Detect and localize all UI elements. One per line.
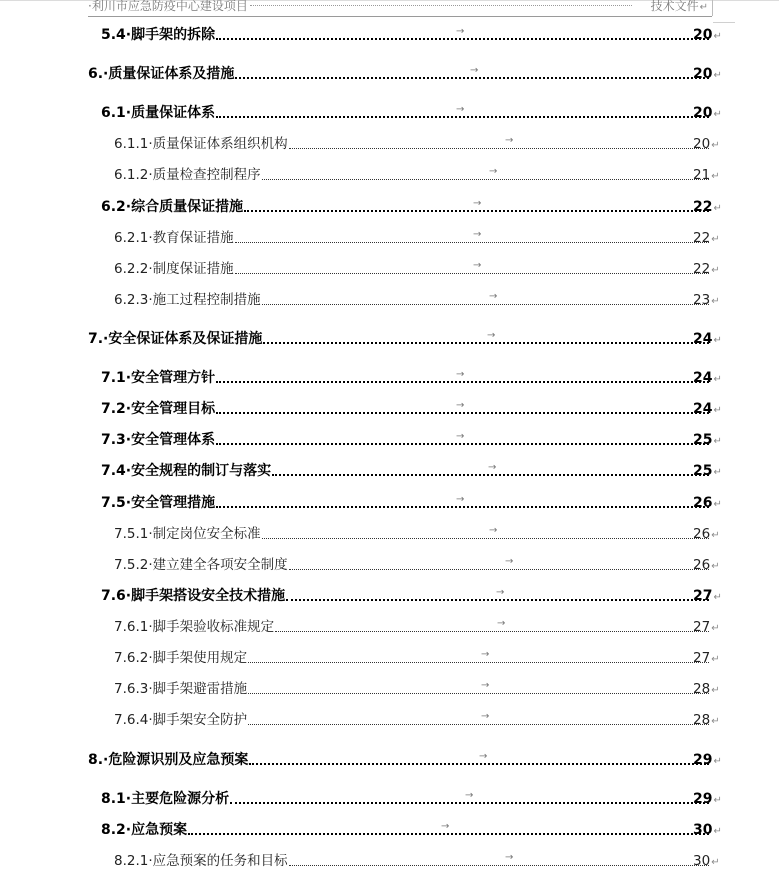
dot-leader xyxy=(188,833,709,835)
dot-leader xyxy=(248,662,709,663)
toc-entry-page: 20↵ xyxy=(693,136,720,152)
paragraph-mark-icon: ↵ xyxy=(711,265,720,276)
dot-leader xyxy=(216,116,709,118)
toc-entry-page: 27↵ xyxy=(693,588,722,604)
paragraph-mark-icon: ↵ xyxy=(713,467,722,478)
tab-arrow-icon: → xyxy=(456,400,465,411)
toc-entry-page: 29↵ xyxy=(693,752,722,768)
paragraph-mark-icon: ↵ xyxy=(711,623,720,634)
toc-entry-page: 22↵ xyxy=(693,199,722,215)
toc-entry-title: 6.1.2·质量检查控制程序 xyxy=(114,167,261,183)
toc-entry[interactable] xyxy=(0,258,779,280)
toc-entry-page: 27↵ xyxy=(693,619,720,635)
toc-entry-title: 8.2.1·应急预案的任务和目标 xyxy=(114,853,288,869)
toc-entry-title: 6.2.1·教育保证措施 xyxy=(114,230,234,246)
toc-entry[interactable] xyxy=(0,289,779,311)
paragraph-mark-icon: ↵ xyxy=(713,203,722,214)
paragraph-mark-icon: ↵ xyxy=(713,374,722,385)
tab-arrow-icon: → xyxy=(479,751,488,762)
toc-entry-title: 8.2·应急预案 xyxy=(101,822,188,838)
paragraph-mark-icon: ↵ xyxy=(713,826,722,837)
dot-leader xyxy=(216,443,709,445)
toc-entry-title: 8.1·主要危险源分析 xyxy=(101,791,230,807)
dot-leader xyxy=(263,342,709,344)
toc-entry-page: 30↵ xyxy=(693,822,722,838)
tab-arrow-icon: → xyxy=(481,649,490,660)
toc-entry[interactable] xyxy=(0,616,779,638)
header-project-name: ·利川市应急防疫中心建设项目 xyxy=(88,0,248,13)
toc-entry-page: 25↵ xyxy=(693,463,722,479)
header-doc-type: 技术文件↵ xyxy=(650,0,708,13)
toc-entry[interactable] xyxy=(0,24,779,46)
toc-entry-title: 7.4·安全规程的制订与落实 xyxy=(101,463,272,479)
toc-entry-title: 7.5.2·建立建全各项安全制度 xyxy=(114,557,288,573)
toc-entry-title: 8.·危险源识别及应急预案 xyxy=(88,752,249,768)
tab-arrow-icon: → xyxy=(465,790,474,801)
tab-arrow-icon: → xyxy=(487,330,496,341)
tab-arrow-icon: → xyxy=(441,821,450,832)
toc-entry-page: 22↵ xyxy=(693,261,720,277)
dot-leader xyxy=(248,693,709,694)
paragraph-mark-icon: ↵ xyxy=(713,592,722,603)
toc-entry-title: 6.2·综合质量保证措施 xyxy=(101,199,244,215)
toc-entry-title: 6.·质量保证体系及措施 xyxy=(88,66,235,82)
toc-entry-page: 20↵ xyxy=(693,66,722,82)
tab-arrow-icon: → xyxy=(489,291,498,302)
toc-entry-title: 7.·安全保证体系及保证措施 xyxy=(88,331,263,347)
toc-entry[interactable] xyxy=(0,227,779,249)
toc-entry[interactable] xyxy=(0,196,779,218)
dot-leader xyxy=(216,381,709,383)
paragraph-mark-icon: ↵ xyxy=(713,436,722,447)
tab-arrow-icon: → xyxy=(470,65,479,76)
toc-entry-title: 7.6.2·脚手架使用规定 xyxy=(114,650,248,666)
dot-leader xyxy=(235,77,709,79)
toc-entry[interactable] xyxy=(0,647,779,669)
toc-entry[interactable] xyxy=(0,523,779,545)
paragraph-mark-icon: ↵ xyxy=(711,530,720,541)
dot-leader xyxy=(286,599,709,601)
tab-arrow-icon: → xyxy=(496,587,505,598)
toc-entry-title: 7.1·安全管理方针 xyxy=(101,370,216,386)
toc-entry-page: 26↵ xyxy=(693,495,722,511)
toc-entry-page: 26↵ xyxy=(693,526,720,542)
toc-entry-title: 7.6·脚手架搭设安全技术措施 xyxy=(101,588,286,604)
toc-entry[interactable] xyxy=(0,749,779,771)
dot-leader xyxy=(289,569,709,570)
paragraph-mark-icon: ↵ xyxy=(711,561,720,572)
tab-arrow-icon: → xyxy=(473,260,482,271)
paragraph-mark-icon: ↵ xyxy=(713,756,722,767)
toc-entry-page: 20↵ xyxy=(693,27,722,43)
toc-entry[interactable] xyxy=(0,678,779,700)
tab-arrow-icon: → xyxy=(505,556,514,567)
toc-entry[interactable] xyxy=(0,367,779,389)
toc-entry[interactable] xyxy=(0,133,779,155)
tab-arrow-icon: → xyxy=(488,462,497,473)
paragraph-mark-icon: ↵ xyxy=(711,857,720,868)
dot-leader xyxy=(244,210,709,212)
toc-entry-title: 6.2.2·制度保证措施 xyxy=(114,261,234,277)
dot-leader xyxy=(289,148,709,149)
toc-entry-page: 24↵ xyxy=(693,401,722,417)
tab-arrow-icon: → xyxy=(473,198,482,209)
toc-entry[interactable] xyxy=(0,492,779,514)
toc-entry-title: 7.2·安全管理目标 xyxy=(101,401,216,417)
paragraph-mark-icon: ↵ xyxy=(711,296,720,307)
paragraph-mark-icon: ↵ xyxy=(711,685,720,696)
paragraph-mark-icon: ↵ xyxy=(711,654,720,665)
dot-leader xyxy=(262,304,709,305)
toc-entry-title: 7.3·安全管理体系 xyxy=(101,432,216,448)
toc-entry-page: 21↵ xyxy=(693,167,720,183)
toc-entry-page: 29↵ xyxy=(693,791,722,807)
toc-entry-title: 7.5.1·制定岗位安全标准 xyxy=(114,526,261,542)
dot-leader xyxy=(248,724,709,725)
toc-entry[interactable] xyxy=(0,709,779,731)
paragraph-mark-icon: ↵ xyxy=(713,405,722,416)
paragraph-mark-icon: ↵ xyxy=(713,31,722,42)
paragraph-mark-icon: ↵ xyxy=(711,234,720,245)
tab-arrow-icon: → xyxy=(473,229,482,240)
toc-entry-page: 20↵ xyxy=(693,105,722,121)
toc-entry[interactable] xyxy=(0,63,779,85)
paragraph-mark-icon: ↵ xyxy=(713,109,722,120)
toc-entry-page: 28↵ xyxy=(693,681,720,697)
dot-leader xyxy=(216,412,709,414)
paragraph-mark-icon: ↵ xyxy=(711,716,720,727)
paragraph-mark-icon: ↵ xyxy=(711,171,720,182)
paragraph-mark-icon: ↵ xyxy=(711,140,720,151)
toc-entry-title: 7.6.1·脚手架验收标准规定 xyxy=(114,619,275,635)
tab-arrow-icon: → xyxy=(489,525,498,536)
toc-entry-page: 25↵ xyxy=(693,432,722,448)
toc-entry[interactable] xyxy=(0,554,779,576)
toc-entry-title: 6.2.3·施工过程控制措施 xyxy=(114,292,261,308)
toc-entry[interactable] xyxy=(0,398,779,420)
paragraph-mark-icon: ↵ xyxy=(713,70,722,81)
toc-entry-page: 27↵ xyxy=(693,650,720,666)
toc-entry[interactable] xyxy=(0,788,779,810)
paragraph-mark-icon: ↵ xyxy=(713,499,722,510)
toc-entry[interactable] xyxy=(0,819,779,841)
dot-leader xyxy=(216,38,709,40)
dot-leader xyxy=(272,474,709,476)
toc-entry[interactable] xyxy=(0,328,779,350)
toc-entry-page: 28↵ xyxy=(693,712,720,728)
toc-entry-title: 6.1.1·质量保证体系组织机构 xyxy=(114,136,288,152)
toc-entry-title: 7.6.3·脚手架避雷措施 xyxy=(114,681,248,697)
tab-arrow-icon: → xyxy=(481,711,490,722)
dot-leader xyxy=(275,631,709,632)
paragraph-mark-icon: ↵ xyxy=(713,335,722,346)
dot-leader xyxy=(249,763,709,765)
toc-entry-page: 24↵ xyxy=(693,370,722,386)
tab-arrow-icon: → xyxy=(456,369,465,380)
tab-arrow-icon: → xyxy=(489,166,498,177)
toc-entry[interactable] xyxy=(0,460,779,482)
tab-arrow-icon: → xyxy=(456,494,465,505)
dot-leader xyxy=(262,538,709,539)
toc-entry-title: 7.5·安全管理措施 xyxy=(101,495,216,511)
tab-arrow-icon: → xyxy=(456,26,465,37)
toc-entry[interactable] xyxy=(0,102,779,124)
toc-entry-title: 7.6.4·脚手架安全防护 xyxy=(114,712,248,728)
toc-entry[interactable] xyxy=(0,429,779,451)
dot-leader xyxy=(235,273,709,274)
toc-entry-page: 26↵ xyxy=(693,557,720,573)
toc-entry-title: 5.4·脚手架的拆除 xyxy=(101,27,216,43)
toc-entry-page: 22↵ xyxy=(693,230,720,246)
paragraph-mark-icon: ↵ xyxy=(699,2,708,13)
tab-arrow-icon: → xyxy=(505,852,514,863)
tab-arrow-icon: → xyxy=(505,135,514,146)
dot-leader xyxy=(235,242,709,243)
tab-arrow-icon: → xyxy=(456,431,465,442)
toc-entry[interactable] xyxy=(0,164,779,186)
toc-entry-page: 24↵ xyxy=(693,331,722,347)
toc-entry[interactable] xyxy=(0,585,779,607)
tab-arrow-icon: → xyxy=(456,104,465,115)
toc-entry-title: 6.1·质量保证体系 xyxy=(101,105,216,121)
tab-arrow-icon: → xyxy=(497,618,506,629)
tab-arrow-icon: → xyxy=(481,680,490,691)
dot-leader xyxy=(216,506,709,508)
dot-leader xyxy=(289,865,709,866)
toc-entry-page: 30↵ xyxy=(693,853,720,869)
toc-entry[interactable] xyxy=(0,850,779,872)
paragraph-mark-icon: ↵ xyxy=(713,795,722,806)
toc-entry-page: 23↵ xyxy=(693,292,720,308)
dot-leader xyxy=(230,802,709,804)
dot-leader xyxy=(262,179,709,180)
